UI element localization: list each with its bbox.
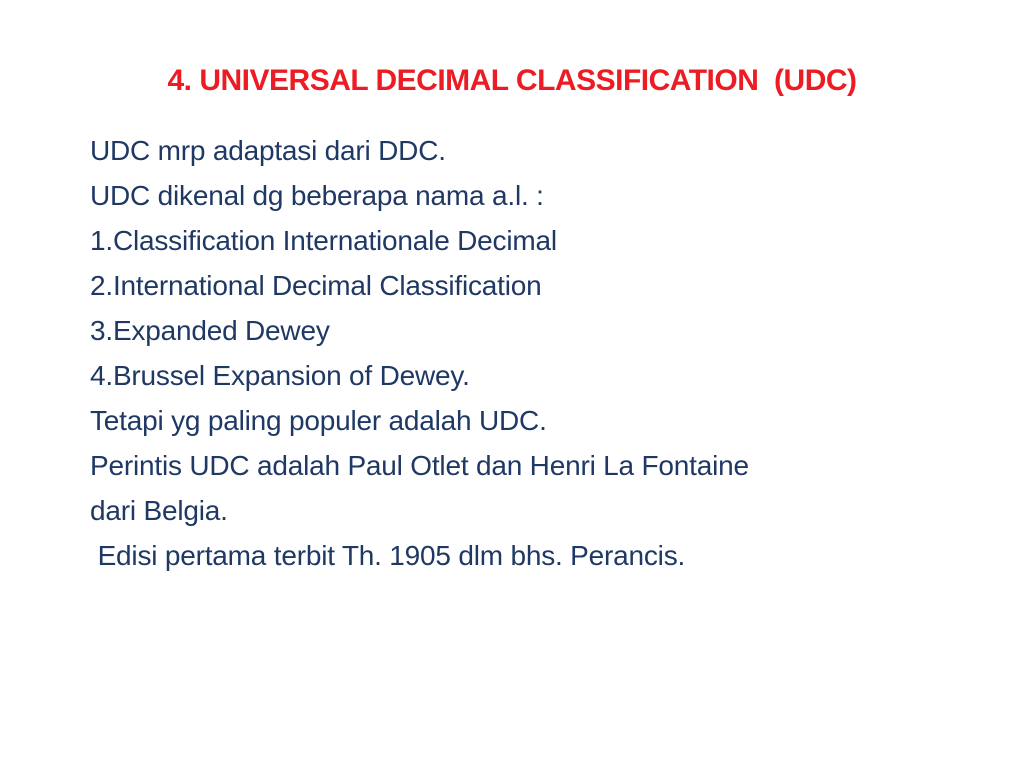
body-line: 2.International Decimal Classification [90, 270, 542, 301]
slide-title: 4. UNIVERSAL DECIMAL CLASSIFICATION (UDC) [167, 64, 857, 97]
body-line: 4.Brussel Expansion of Dewey. [90, 360, 470, 391]
body-line: UDC dikenal dg beberapa nama a.l. : [90, 180, 544, 211]
body-line: 1.Classification Internationale Decimal [90, 225, 557, 256]
body-line: 3.Expanded Dewey [90, 315, 330, 346]
body-line: Tetapi yg paling populer adalah UDC. [90, 405, 547, 436]
slide-body [90, 128, 950, 578]
body-line: dari Belgia. [90, 495, 228, 526]
body-line: UDC mrp adaptasi dari DDC. [90, 135, 446, 166]
body-line: Edisi pertama terbit Th. 1905 dlm bhs. Perancis. [90, 540, 686, 571]
body-line: Perintis UDC adalah Paul Otlet dan Henri La Fontaine [90, 450, 749, 481]
